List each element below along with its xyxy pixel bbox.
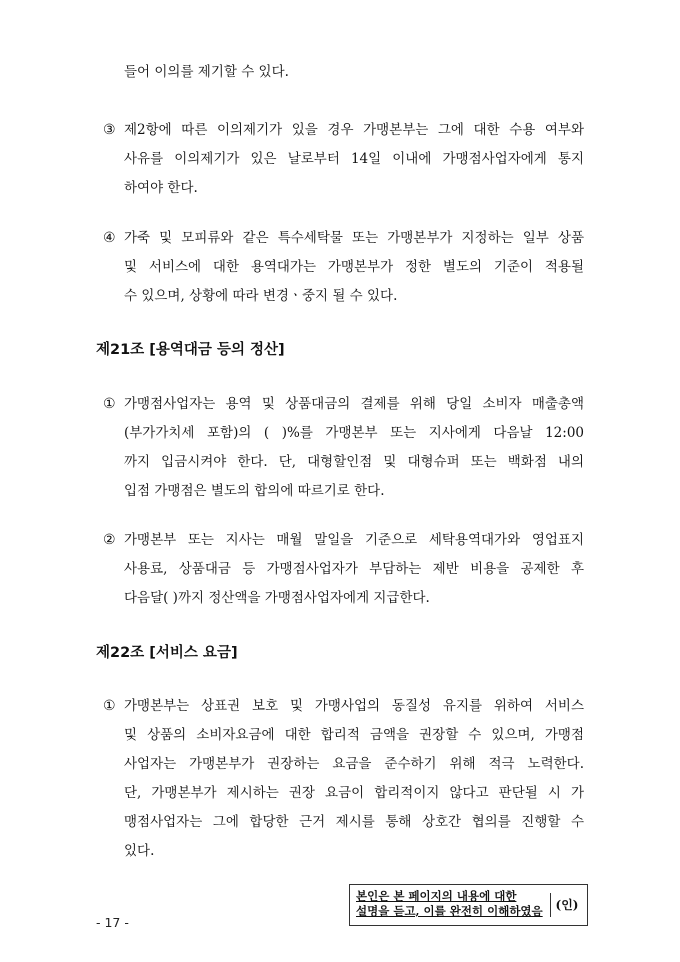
item-number: ③	[103, 122, 116, 138]
confirmation-line: 설명을 듣고, 이를 완전히 이해하였음	[356, 904, 543, 918]
paragraph-continuation: 들어 이의를 제기할 수 있다.	[124, 64, 289, 80]
paragraph-line: 단, 가맹본부가 제시하는 권장 요금이 합리적이지 않다고 판단될 시 가	[124, 785, 584, 801]
paragraph-line: 사용료, 상품대금 등 가맹점사업자가 부담하는 제반 비용을 공제한 후	[124, 561, 584, 577]
paragraph-line: 있다.	[124, 843, 155, 859]
confirmation-statement	[356, 889, 546, 919]
paragraph-line: 및 상품의 소비자요금에 대한 합리적 금액을 권장할 수 있으며, 가맹점	[124, 727, 584, 743]
item-number: ②	[103, 532, 116, 548]
article-heading: 제21조 [용역대금 등의 정산]	[96, 342, 285, 358]
paragraph-line: 가죽 및 모피류와 같은 특수세탁물 또는 가맹본부가 지정하는 일부 상품	[124, 230, 584, 246]
item-number: ①	[103, 396, 116, 412]
paragraph-line: 까지 입금시켜야 한다. 단, 대형할인점 및 대형슈퍼 또는 백화점 내의	[124, 454, 584, 470]
page-number: - 17 -	[96, 915, 129, 930]
confirmation-box	[349, 884, 588, 926]
article-heading: 제22조 [서비스 요금]	[96, 645, 238, 661]
paragraph-line: 하여야 한다.	[124, 180, 198, 196]
seal-field: (인)	[550, 893, 583, 917]
paragraph-line: 및 서비스에 대한 용역대가는 가맹본부가 정한 별도의 기준이 적용될	[124, 259, 584, 275]
item-number: ④	[103, 230, 116, 246]
paragraph-line: (부가가치세 포함)의 ( )%를 가맹본부 또는 지사에게 다음날 12:00	[124, 425, 584, 441]
paragraph-line: 수 있으며, 상황에 따라 변경ㆍ중지 될 수 있다.	[124, 288, 398, 304]
paragraph-line: 사업자는 가맹본부가 권장하는 요금을 준수하기 위해 적극 노력한다.	[124, 756, 584, 772]
paragraph-line: 사유를 이의제기가 있은 날로부터 14일 이내에 가맹점사업자에게 통지	[124, 151, 584, 167]
paragraph-line: 다음달( )까지 정산액을 가맹점사업자에게 지급한다.	[124, 590, 430, 606]
paragraph-line: 맹점사업자는 그에 합당한 근거 제시를 통해 상호간 협의를 진행할 수	[124, 814, 584, 830]
confirmation-line: 본인은 본 페이지의 내용에 대한	[356, 889, 517, 903]
paragraph-line: 가맹본부 또는 지사는 매월 말일을 기준으로 세탁용역대가와 영업표지	[124, 532, 584, 548]
item-number: ①	[103, 698, 116, 714]
paragraph-line: 입점 가맹점은 별도의 합의에 따르기로 한다.	[124, 483, 385, 499]
paragraph-line: 가맹본부는 상표권 보호 및 가맹사업의 동질성 유지를 위하여 서비스	[124, 698, 584, 714]
paragraph-line: 가맹점사업자는 용역 및 상품대금의 결제를 위해 당일 소비자 매출총액	[124, 396, 584, 412]
paragraph-line: 제2항에 따른 이의제기가 있을 경우 가맹본부는 그에 대한 수용 여부와	[124, 122, 584, 138]
